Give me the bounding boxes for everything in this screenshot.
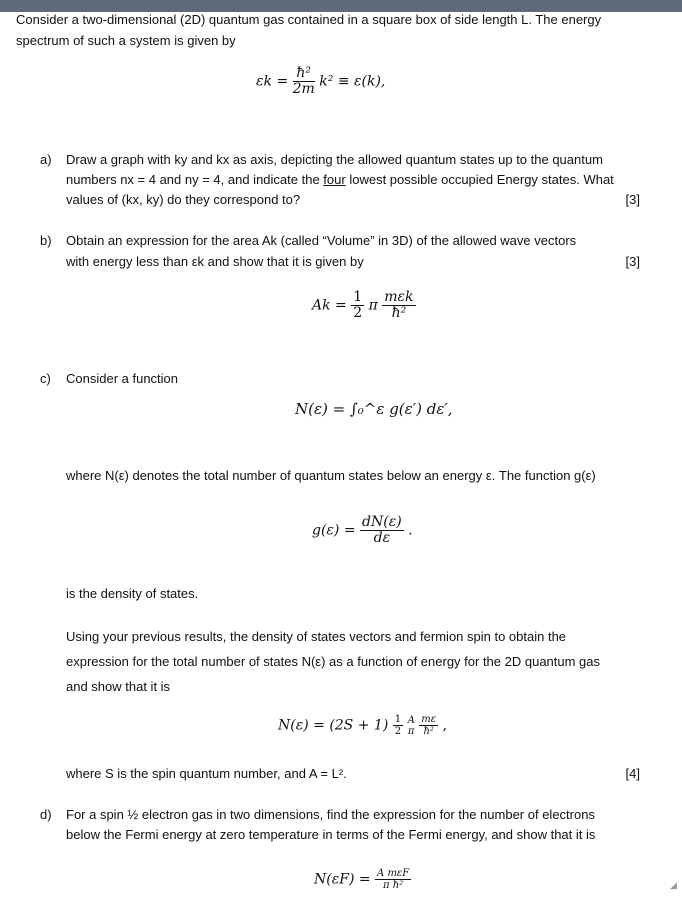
part-d-label: d) bbox=[40, 807, 52, 822]
area-eq-fraction-2 bbox=[382, 290, 415, 321]
area-eq-pi: π bbox=[368, 297, 378, 314]
part-d-line-1: For a spin ½ electron gas in two dimensions, find the expression for the number of electrons bbox=[66, 807, 595, 822]
total-eq-f2-num: mε bbox=[421, 714, 437, 725]
part-c-para-2: expression for the total number of states N(ε) as a function of energy for the 2D quantum gas bbox=[66, 654, 601, 669]
part-c-line-2: where N(ε) denotes the total number of quantum states below an energy ε. The function g(ε) bbox=[66, 468, 596, 483]
dos-eq-fraction bbox=[360, 515, 404, 546]
part-a-line-2 bbox=[66, 170, 614, 191]
integral-equation: N(ε) = ∫₀^ε g(ε′) dε′, bbox=[295, 400, 453, 418]
part-a-label: a) bbox=[40, 152, 52, 167]
density-of-states-equation bbox=[312, 515, 413, 546]
fermi-eq-lhs: N(εF) = bbox=[314, 871, 371, 888]
fermi-eq-den: π ħ² bbox=[383, 880, 404, 891]
intro-line-2: spectrum of such a system is given by bbox=[16, 33, 236, 48]
area-eq-f1-num: 1 bbox=[353, 289, 363, 305]
part-c-paragraph bbox=[66, 624, 600, 699]
eq1-lhs: εk = bbox=[256, 73, 289, 90]
part-a-line-2-start: numbers nx = 4 and ny = 4, and indicate the bbox=[66, 172, 320, 187]
part-a-line-2-underlined: four bbox=[323, 172, 346, 187]
part-a-line-1: Draw a graph with ky and kx as axis, depicting the allowed quantum states up to the quantum bbox=[66, 152, 603, 167]
total-states-equation bbox=[278, 714, 447, 737]
total-eq-factor bbox=[408, 715, 415, 737]
part-a-line-3: values of (kx, ky) do they correspond to? bbox=[66, 192, 301, 207]
dos-eq-end: . bbox=[408, 522, 413, 539]
total-eq-f1-den: 2 bbox=[394, 726, 402, 737]
area-equation bbox=[312, 290, 416, 321]
part-c-para-3: and show that it is bbox=[66, 679, 171, 694]
total-eq-a: A bbox=[407, 714, 415, 726]
part-d-line-2: below the Fermi energy at zero temperature in terms of the Fermi energy, and show that it is bbox=[66, 827, 596, 842]
area-eq-f2-num: mεk bbox=[384, 289, 414, 305]
fermi-eq-fraction bbox=[375, 868, 411, 891]
fermi-equation bbox=[314, 868, 411, 891]
part-b-marks: [3] bbox=[625, 254, 640, 269]
dos-eq-num: dN(ε) bbox=[362, 514, 402, 530]
cumulative-states-equation bbox=[295, 400, 453, 418]
total-eq-fraction-1 bbox=[393, 714, 403, 737]
part-c-line-1: Consider a function bbox=[66, 371, 179, 386]
part-c-line-4: where S is the spin quantum number, and A = L². bbox=[66, 766, 347, 781]
part-b-line-1: Obtain an expression for the area Ak (called “Volume” in 3D) of the allowed wave vectors bbox=[66, 233, 577, 248]
part-b-line-2: with energy less than εk and show that it is given by bbox=[66, 254, 364, 269]
total-eq-lhs: N(ε) = (2S + 1) bbox=[278, 717, 389, 734]
eq1-rhs: k² ≡ ε(k), bbox=[319, 73, 386, 90]
fermi-eq-num: A mεF bbox=[377, 868, 410, 879]
part-c-line-3: is the density of states. bbox=[66, 586, 199, 601]
part-a-line-2-rest: lowest possible occupied Energy states. What bbox=[349, 172, 614, 187]
eq1-num: ħ² bbox=[293, 66, 315, 82]
energy-spectrum-equation bbox=[256, 66, 385, 97]
resize-grip-icon[interactable]: ◢ bbox=[670, 880, 677, 890]
part-c-para-1: Using your previous results, the density of states vectors and fermion spin to obtain the bbox=[66, 629, 567, 644]
part-b-label: b) bbox=[40, 233, 52, 248]
intro-line-1: Consider a two-dimensional (2D) quantum gas contained in a square box of side length L. The energy bbox=[16, 12, 602, 27]
dos-eq-den: dε bbox=[373, 530, 391, 546]
total-eq-f1-num: 1 bbox=[394, 714, 402, 725]
area-eq-f2-den: ħ² bbox=[391, 305, 407, 321]
dos-eq-lhs: g(ε) = bbox=[312, 522, 356, 539]
eq1-den: 2m bbox=[292, 81, 315, 97]
total-eq-pi: π bbox=[407, 725, 415, 737]
total-eq-f2-den: ħ² bbox=[423, 726, 434, 737]
part-c-label: c) bbox=[40, 371, 51, 386]
eq1-fraction bbox=[293, 66, 315, 97]
total-eq-fraction-2 bbox=[419, 714, 438, 737]
area-eq-lhs: Ak = bbox=[312, 297, 347, 314]
area-eq-f1-den: 2 bbox=[353, 305, 363, 321]
area-eq-fraction-1 bbox=[351, 290, 364, 321]
part-a-marks: [3] bbox=[625, 192, 640, 207]
total-eq-end: , bbox=[442, 717, 448, 734]
part-c-marks: [4] bbox=[625, 766, 640, 781]
